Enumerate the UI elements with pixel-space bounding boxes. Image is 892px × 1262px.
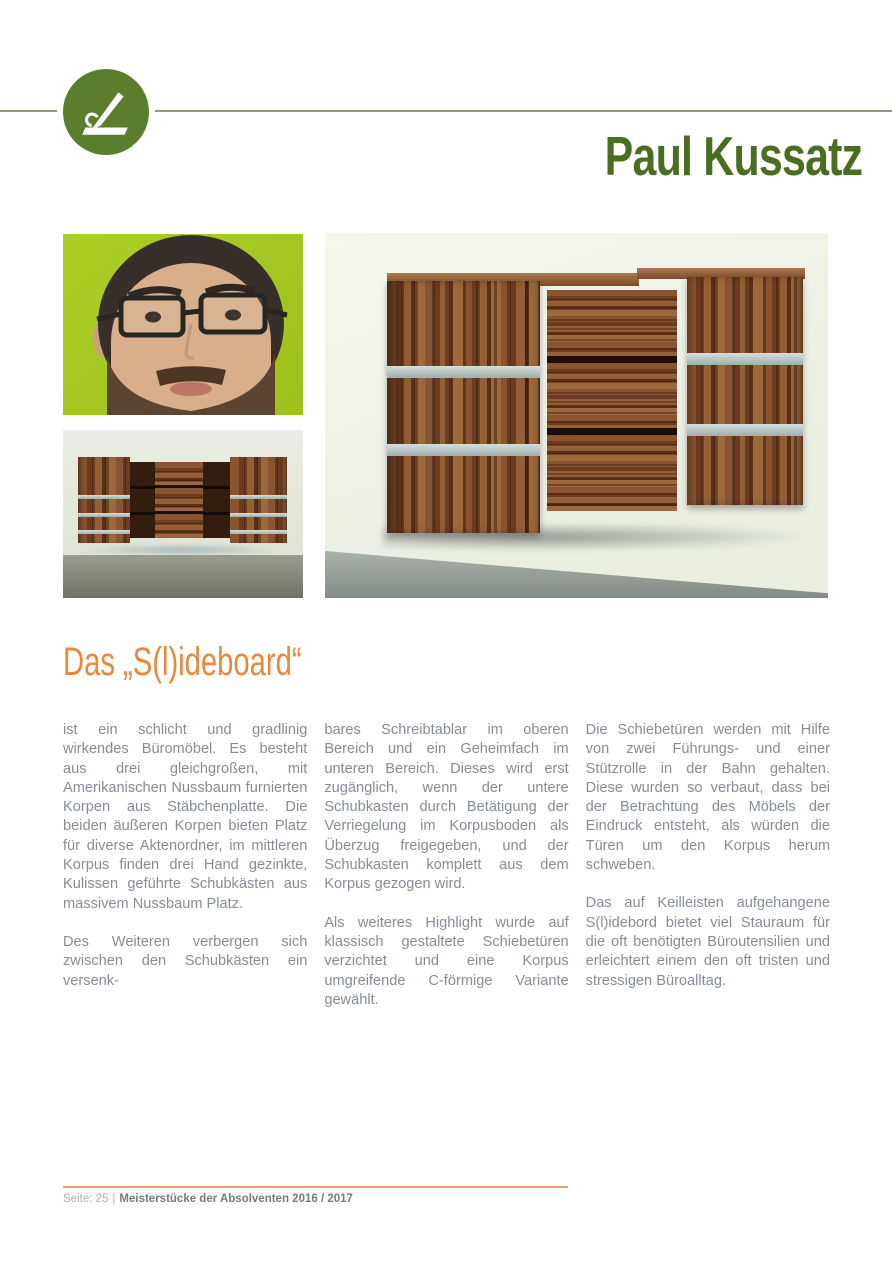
wood-door-left: [387, 281, 540, 533]
silver-stripe: [78, 495, 130, 499]
drawer: [155, 488, 203, 511]
silver-stripe: [230, 513, 287, 517]
shelf-gap: [203, 512, 230, 515]
shelf-gap: [130, 486, 155, 489]
text-column-3: [586, 721, 830, 1029]
article-body: [63, 721, 830, 1029]
cabinet-shadow: [81, 544, 281, 556]
floor: [63, 555, 303, 598]
drawer-stack: [155, 462, 203, 538]
open-shelf-left: [130, 462, 155, 538]
wood-door-right: [687, 277, 803, 505]
publication-title: Meisterstücke der Absolventen 2016 / 2017: [119, 1193, 353, 1205]
paragraph: Die Schiebetüren werden mit Hilfe von zwei Führungs- und einer Stützrolle in der Bahn gehalten. Diese wurden so verbaut, dass bei der Betrachtung des Möbels der Eindruck entsteht, als würden die Türen um den Korpus herum schweben.: [585, 722, 830, 874]
article-heading-text: Das „S(l)ideboard“: [63, 640, 302, 684]
article-heading: [63, 640, 390, 685]
paragraph: Als weiteres Highlight wurde auf klassisch gestaltete Schiebetüren verzichtet und eine Korpus umgreifende C-förmige Variante gewählt.: [324, 914, 569, 1008]
footer-divider: [63, 1186, 568, 1188]
silver-stripe: [387, 444, 540, 456]
sideboard-perspective-photo: [325, 233, 828, 598]
sideboard-front: [78, 457, 287, 543]
chapter-logo: [57, 63, 155, 161]
floor: [325, 551, 828, 598]
silver-stripe: [78, 513, 130, 517]
drawer: [155, 514, 203, 538]
drawer-stack: [547, 290, 677, 511]
drawer: [547, 363, 677, 428]
silver-stripe: [687, 424, 803, 436]
portrait-illustration: [63, 234, 303, 415]
silver-stripe: [230, 530, 287, 534]
paragraph: bares Schreibtablar im oberen Bereich und ein Geheimfach im unteren Bereich. Dieses wird erst zugänglich, wenn der untere Schubkasten durch Betätigung der Verriegelung im Korpusboden als Überzug freigegeben, und der Schubkasten komplett aus dem Korpus gezogen wird.: [324, 722, 569, 893]
paragraph: Das auf Keilleisten aufgehangene S(l)idebord bietet viel Stauraum für die oft benötigten Büroutensilien und erleichtert einem den oft tristen und stressigen Büroalltag.: [585, 895, 830, 989]
footer: [63, 1193, 353, 1205]
paragraph: Des Weiteren verbergen sich zwischen den Schubkästen ein versenk-: [63, 933, 308, 989]
text-column-1: [63, 721, 307, 1029]
footer-separator: |: [112, 1193, 116, 1205]
woodworking-plane-icon: [75, 81, 137, 143]
page-number-label: Seite: 25: [63, 1193, 109, 1205]
author-name: [532, 124, 862, 188]
wood-door-left: [78, 457, 130, 543]
silver-stripe: [78, 530, 130, 534]
silver-stripe: [230, 495, 287, 499]
open-shelf-right: [203, 462, 230, 538]
drawer: [547, 290, 677, 356]
silver-stripe: [387, 366, 540, 378]
wood-door-right: [230, 457, 287, 543]
portrait-photo: [63, 234, 303, 415]
paragraph: ist ein schlicht und gradlinig wirkendes Büromöbel. Es besteht aus drei gleichgroßen, mit Amerikanischen Nussbaum furnierten Korpen aus Stäbchenplatte. Die beiden äußeren Korpen bieten Platz für diverse Aktenordner, im mittleren Korpus finden drei Hand gezinkte, Kulissen geführte Schubkästen aus massivem Nussbaum Platz.: [63, 722, 308, 912]
author-name-text: Paul Kussatz: [604, 125, 862, 187]
drawer: [547, 435, 677, 511]
drawer: [155, 462, 203, 485]
sideboard-front-photo: [63, 430, 303, 598]
text-column-2: [324, 721, 568, 1029]
shelf-gap: [130, 512, 155, 515]
shelf-gap: [203, 486, 230, 489]
lips: [170, 382, 212, 396]
silver-stripe: [687, 353, 803, 365]
